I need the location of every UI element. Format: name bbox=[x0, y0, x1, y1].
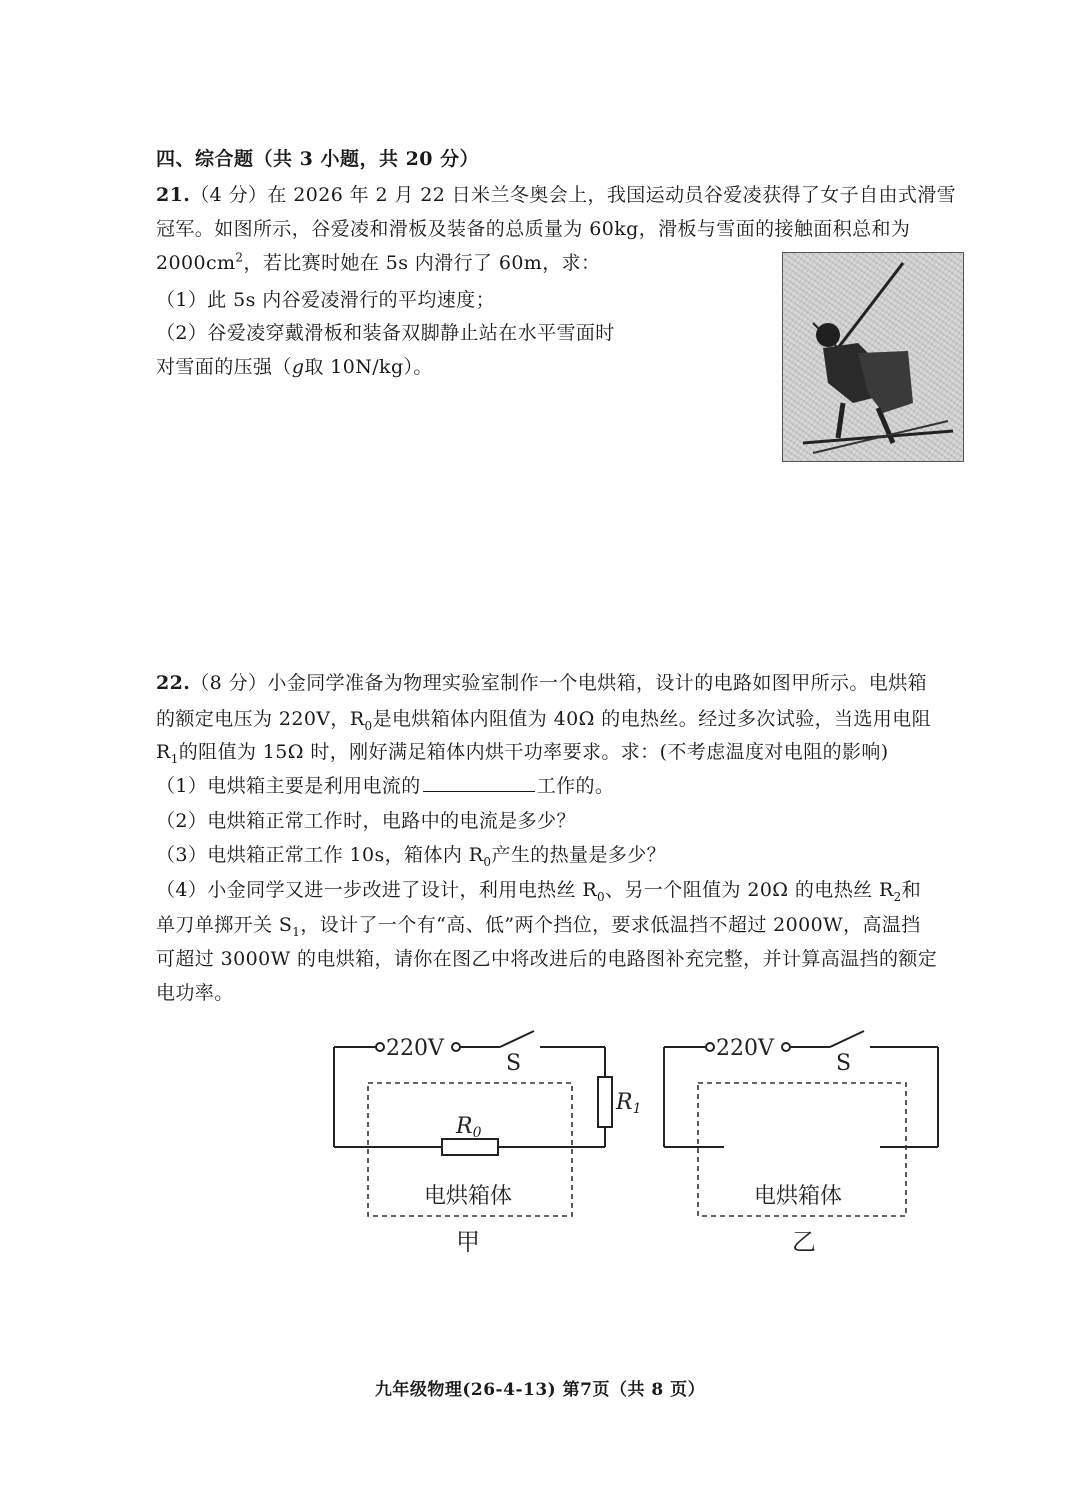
q21-sub-2-cont bbox=[156, 352, 433, 379]
q22-sub-1-a: （1）电烘箱主要是利用电流的 bbox=[156, 775, 421, 797]
q22-sub-3-a: （3）电烘箱正常工作 10s，箱体内 R bbox=[156, 844, 484, 866]
q21-g-symbol: g bbox=[291, 356, 305, 378]
q22-score: （8 分） bbox=[190, 672, 268, 694]
jia-voltage-label: 220V bbox=[386, 1036, 444, 1061]
q21-line-1 bbox=[156, 180, 956, 207]
jia-switch-label: S bbox=[506, 1051, 522, 1076]
q22-sub-4-line-2 bbox=[156, 910, 921, 939]
q21-sub-1: （1）此 5s 内谷爱凌滑行的平均速度； bbox=[156, 289, 496, 311]
yi-voltage-label: 220V bbox=[716, 1036, 774, 1061]
q22-sub-4-l2-sub: 1 bbox=[292, 924, 301, 939]
q22-line-1 bbox=[156, 668, 927, 695]
q21-text-1: 在 2026 年 2 月 22 日米兰冬奥会上，我国运动员谷爱凌获得了女子自由式滑雪 bbox=[267, 184, 957, 206]
q22-line-2 bbox=[156, 704, 931, 733]
q22-text-1: 小金同学准备为物理实验室制作一个电烘箱，设计的电路如图甲所示。电烘箱 bbox=[267, 672, 928, 694]
q21-sub-2: （2）谷爱凌穿戴滑板和装备双脚静止站在水平雪面时 bbox=[156, 322, 615, 344]
q22-sub-4-a: （4）小金同学又进一步改进了设计，利用电热丝 R bbox=[156, 879, 598, 901]
circuit-diagram-yi bbox=[650, 1025, 960, 1260]
yi-box-label: 电烘箱体 bbox=[754, 1184, 843, 1209]
q22-sub-4-sub2: 2 bbox=[893, 889, 902, 904]
q22-sub-1-b: 工作的。 bbox=[536, 775, 615, 797]
q22-sub-3-b: 产生的热量是多少？ bbox=[491, 844, 667, 866]
q22-number: 22. bbox=[156, 672, 191, 694]
q22-sub-4-l2-b: ，设计了一个有“高、低”两个挡位，要求低温挡不超过 2000W，高温挡 bbox=[300, 914, 921, 936]
jia-r1-label: R1 bbox=[616, 1090, 642, 1117]
q22-sub-4-b: 、另一个阻值为 20Ω 的电热丝 R bbox=[605, 879, 894, 901]
circuit-diagram-jia bbox=[320, 1025, 642, 1260]
q22-sub-4-l2-a: 单刀单掷开关 S bbox=[156, 914, 293, 936]
answer-blank[interactable] bbox=[423, 773, 535, 792]
yi-switch-label: S bbox=[836, 1051, 852, 1076]
q21-sub-2-post: 取 10N/kg）。 bbox=[304, 356, 433, 378]
q22-line-2-a: 的额定电压为 220V，R bbox=[156, 708, 365, 730]
q22-line-3-a: R bbox=[156, 741, 171, 763]
jia-caption: 甲 bbox=[456, 1228, 480, 1256]
q21-line-2: 冠军。如图所示，谷爱凌和滑板及装备的总质量为 60kg，滑板与雪面的接触面积总和为 bbox=[156, 218, 911, 240]
yi-caption: 乙 bbox=[792, 1228, 816, 1256]
q22-sub-3 bbox=[156, 840, 666, 869]
q22-sub-4-line-1 bbox=[156, 875, 921, 904]
page-footer: 九年级物理(26-4-13) 第7页（共 8 页） bbox=[374, 1380, 706, 1400]
q21-line-3-rest: ，若比赛时她在 5s 内滑行了 60m，求： bbox=[243, 252, 601, 274]
section-heading: 四、综合题（共 3 小题，共 20 分） bbox=[156, 148, 480, 170]
q22-line-3-b: 的阻值为 15Ω 时，刚好满足箱体内烘干功率要求。求：(不考虑温度对电阻的影响) bbox=[178, 741, 889, 763]
q21-area: 2000cm bbox=[156, 252, 236, 274]
q22-line-2-b: 是电烘箱体内阻值为 40Ω 的电热丝。经过多次试验，当选用电阻 bbox=[372, 708, 932, 730]
q22-line-3-sub: 1 bbox=[170, 751, 179, 766]
q22-sub-4-line-3: 可超过 3000W 的电烘箱，请你在图乙中将改进后的电路图补充完整，并计算高温挡的额定 bbox=[156, 948, 938, 970]
q22-sub-1 bbox=[156, 771, 614, 798]
skier-photo bbox=[782, 252, 964, 462]
q21-number: 21. bbox=[156, 184, 191, 206]
jia-r0-label: R0 bbox=[456, 1114, 482, 1141]
q22-line-2-sub: 0 bbox=[364, 718, 373, 733]
q22-sub-4-line-4: 电功率。 bbox=[156, 982, 234, 1004]
q22-sub-3-sub: 0 bbox=[483, 854, 492, 869]
q21-score: （4 分） bbox=[190, 184, 268, 206]
q22-sub-4-sub0: 0 bbox=[597, 889, 606, 904]
q22-line-3 bbox=[156, 737, 889, 766]
q22-sub-4-c: 和 bbox=[901, 879, 922, 901]
q22-sub-2: （2）电烘箱正常工作时，电路中的电流是多少？ bbox=[156, 810, 576, 832]
jia-box-label: 电烘箱体 bbox=[424, 1184, 513, 1209]
q21-sub-2-pre: 对雪面的压强（ bbox=[156, 356, 292, 378]
q21-area-exp: 2 bbox=[235, 250, 244, 265]
q21-line-3 bbox=[156, 248, 600, 275]
